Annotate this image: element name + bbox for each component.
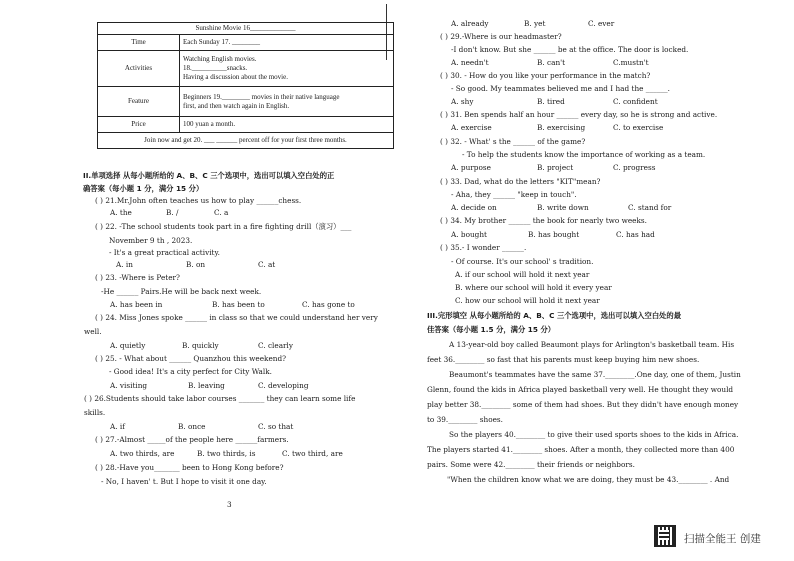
row-value-activities — [180, 51, 394, 87]
q33-option-c: C. stand for — [628, 203, 672, 212]
q26-option-a: A. if — [110, 422, 125, 431]
activities-line: 18.__________snacks. — [183, 64, 248, 72]
passage-line: play better 38.________ some of them had shoes. But they didn't have enough money — [427, 400, 739, 409]
question-35: ( ) 35.- I wonder ______. — [440, 243, 527, 252]
passage-line: So the players 40.________ to give their used sports shoes to the kids in Africa. — [449, 430, 739, 439]
q21-option-b: B. / — [166, 208, 179, 217]
row-label-time: Time — [98, 35, 180, 51]
table-title: Sunshine Movie 16_____________ — [98, 23, 394, 35]
section-2-subtitle: 确答案（每小题 1 分，满分 15 分） — [83, 184, 204, 193]
q32-option-c: C. progress — [613, 163, 656, 172]
q31-option-a: A. exercise — [451, 123, 492, 132]
q25-line-2: - Good idea! It's a city perfect for City Walk. — [109, 367, 272, 376]
question-21: ( ) 21.Mr.John often teaches us how to play ______chess. — [95, 196, 302, 205]
feature-line: Beginners 19.________ movies in their native language — [183, 92, 340, 101]
question-32: ( ) 32. - What' s the ______ of the game? — [440, 137, 586, 146]
q27-option-b: B. two thirds, is — [197, 449, 256, 458]
question-31: ( ) 31. Ben spends half an hour ______ every day, so he is strong and active. — [440, 110, 718, 119]
scanner-watermark: 扫描全能王 创建 — [684, 533, 761, 545]
row-value-feature — [180, 87, 394, 117]
question-22: ( ) 22. -The school students took part in a fire fighting drill（演习）___ — [95, 222, 352, 231]
activities-line: Having a discussion about the movie. — [183, 73, 288, 81]
q33-line-2: - Aha, they ______ "keep in touch". — [451, 190, 577, 199]
question-23: ( ) 23. -Where is Peter? — [95, 273, 180, 282]
q23-line-2: -He ______ Pairs.He will be back next week. — [101, 287, 262, 296]
q35-option-c: C. how our school will hold it next year — [455, 296, 600, 305]
q22-option-b: B. on — [186, 260, 206, 269]
q24-option-b: B. quickly — [182, 341, 219, 350]
q25-option-a: A. visiting — [110, 381, 148, 390]
page-number: 3 — [227, 500, 232, 509]
passage-line: Glenn, found the kids in Africa played basketball very well. He thought they would — [427, 385, 734, 394]
q31-option-c: C. to exercise — [613, 123, 664, 132]
q31-option-b: B. exercising — [537, 123, 586, 132]
q29-option-c: C.mustn't — [613, 58, 649, 67]
section-3-subtitle: 佳答案（每小题 1.5 分，满分 15 分） — [427, 325, 556, 334]
q28-line-2: - No, I haven' t. But I hope to visit it one day. — [101, 477, 267, 486]
question-27: ( ) 27.-Almost _____of the people here ______farmers. — [95, 435, 289, 444]
q22-line-2: November 9 th , 2023. — [109, 236, 193, 245]
question-29: ( ) 29.-Where is our headmaster? — [440, 32, 562, 41]
q25-option-c: C. developing — [258, 381, 309, 390]
q34-option-a: A. bought — [451, 230, 487, 239]
q26-option-c: C. so that — [258, 422, 294, 431]
q29-line-2: -I don't know. But she ______ be at the office. The door is locked. — [451, 45, 689, 54]
question-28: ( ) 28.-Have you_______ been to Hong Kong before? — [95, 463, 284, 472]
q32-option-a: A. purpose — [451, 163, 491, 172]
passage-line: to 39.________ shoes. — [427, 415, 503, 424]
q22-option-c: C. at — [258, 260, 276, 269]
passage-line: feet 36.________ so fast that his parents must keep buying him new shoes. — [427, 355, 700, 364]
q30-option-a: A. shy — [451, 97, 474, 106]
question-26: ( ) 26.Students should take labor courses _______ they can learn some life — [84, 394, 356, 403]
q33-option-b: B. write down — [537, 203, 589, 212]
row-label-feature: Feature — [98, 87, 180, 117]
q22-option-a: A. in — [116, 260, 133, 269]
q34-option-c: C. has had — [616, 230, 655, 239]
q24-line-2: well. — [84, 327, 102, 336]
q25-option-b: B. leaving — [188, 381, 225, 390]
q22-line-3: - It's a great practical activity. — [109, 248, 220, 257]
question-34: ( ) 34. My brother ______ the book for nearly two weeks. — [440, 216, 647, 225]
q24-option-a: A. quietly — [110, 341, 146, 350]
q32-line-2: - To help the students know the importance of working as a team. — [462, 150, 706, 159]
q30-option-b: B. tired — [537, 97, 565, 106]
club-info-table — [97, 22, 394, 149]
q33-option-a: A. decide on — [451, 203, 497, 212]
q29-option-a: A. needn't — [451, 58, 489, 67]
q29-option-b: B. can't — [537, 58, 566, 67]
q27-option-a: A. two thirds, are — [110, 449, 175, 458]
row-label-activities: Activities — [98, 51, 180, 87]
q28-option-a: A. already — [451, 19, 489, 28]
section-2-title: II.单项选择 从每小题所给的 A、B、C 三个选项中，选出可以填入空白处的正 — [83, 171, 335, 180]
table-footer: Join now and get 20. ___ ______ percent off for your first three months. — [98, 133, 394, 149]
q34-option-b: B. has bought — [528, 230, 580, 239]
q28-option-c: C. ever — [588, 19, 615, 28]
row-label-price: Price — [98, 117, 180, 133]
q26-option-b: B. once — [178, 422, 206, 431]
q35-line-2: - Of course. It's our school' s tradition. — [451, 257, 594, 266]
question-25: ( ) 25. - What about ______ Quanzhou this weekend? — [95, 354, 287, 363]
row-value-time: Each Sunday 17. ________ — [180, 35, 394, 51]
q23-option-c: C. has gone to — [302, 300, 355, 309]
row-value-price: 100 yuan a month. — [180, 117, 394, 133]
q35-option-a: A. if our school will hold it next year — [455, 270, 590, 279]
q35-option-b: B. where our school will hold it every year — [455, 283, 612, 292]
passage-line: pairs. Some were 42.________ their friends or neighbors. — [427, 460, 635, 469]
feature-line: first, and then watch again in English. — [183, 101, 290, 110]
q23-option-b: B. has been to — [212, 300, 265, 309]
q28-option-b: B. yet — [524, 19, 546, 28]
qr-code-icon — [654, 525, 676, 547]
q26-line-2: skills. — [84, 408, 106, 417]
passage-line: Beaumont's teammates have the same 37.________.One day, one of them, Justin — [449, 370, 741, 379]
q30-option-c: C. confident — [613, 97, 658, 106]
q32-option-b: B. project — [537, 163, 574, 172]
question-24: ( ) 24. Miss Jones spoke ______ in class so that we could understand her very — [95, 313, 378, 322]
question-33: ( ) 33. Dad, what do the letters "KIT"mean? — [440, 177, 601, 186]
q24-option-c: C. clearly — [258, 341, 293, 350]
question-30: ( ) 30. - How do you like your performance in the match? — [440, 71, 651, 80]
activities-line: Watching English movies. — [183, 55, 257, 63]
passage-line: "When the children know what we are doing, they must be 43.________ . And — [447, 475, 730, 484]
q27-option-c: C. two third, are — [282, 449, 343, 458]
passage-line: A 13-year-old boy called Beaumont plays for Arlington's basketball team. His — [449, 340, 735, 349]
q21-option-c: C. a — [214, 208, 229, 217]
section-3-title: III.完形填空 从每小题所给的 A、B、C 三个选项中，选出可以填入空白处的最 — [427, 311, 682, 320]
q23-option-a: A. has been in — [110, 300, 163, 309]
q21-option-a: A. the — [110, 208, 132, 217]
passage-line: The players started 41.________ shoes. After a month, they collected more than 400 — [427, 445, 735, 454]
q30-line-2: - So good. My teammates believed me and I had the ______. — [451, 84, 671, 93]
